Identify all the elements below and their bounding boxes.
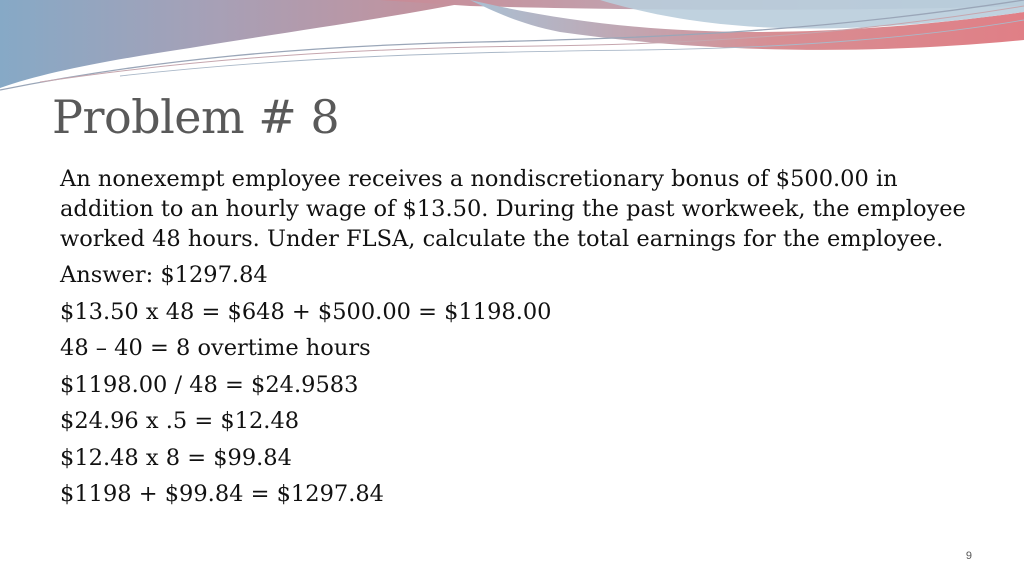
calculation-step: $13.50 x 48 = $648 + $500.00 = $1198.00 xyxy=(60,298,552,325)
page-number: 9 xyxy=(965,550,972,562)
answer-line: Answer: $1297.84 xyxy=(60,262,268,288)
calculation-step: $1198.00 / 48 = $24.9583 xyxy=(60,371,359,398)
problem-statement: An nonexempt employee receives a nondiscretionary bonus of $500.00 in addition to an hourly wage of $13.50. During the past workweek, the employee worked 48 hours. Under FLSA, calculate the total earnings for the employee. xyxy=(60,166,966,252)
slide-title: Problem # 8 xyxy=(52,90,340,144)
calculation-step: $12.48 x 8 = $99.84 xyxy=(60,444,292,471)
slide-body xyxy=(60,164,980,513)
calculation-step: 48 – 40 = 8 overtime hours xyxy=(60,335,371,361)
calculation-step: $1198 + $99.84 = $1297.84 xyxy=(60,481,384,507)
calculation-step: $24.96 x .5 = $12.48 xyxy=(60,408,300,434)
